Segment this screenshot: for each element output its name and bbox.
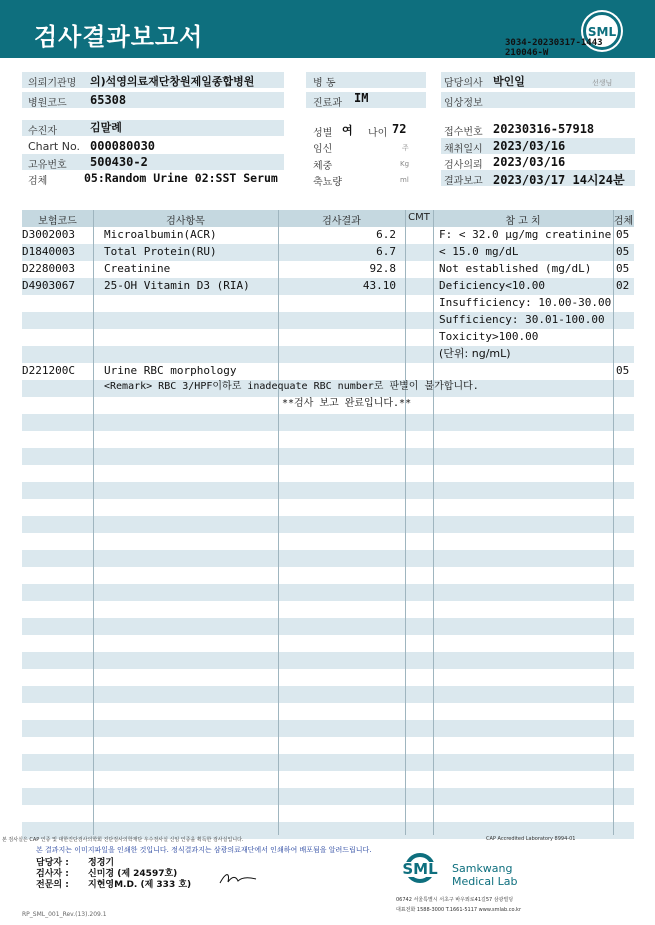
print-notice: 본 결과지는 이미지파일을 인쇄한 것입니다. 정식결과지는 삼광의료재단에서 인쇄하여 배포됨을 알려드립니다. (36, 846, 372, 854)
row-reference: Not established (mg/dL) (439, 262, 592, 275)
reference-extra: (단위: ng/mL) (439, 347, 511, 360)
column-divider (278, 210, 279, 835)
cap-text: CAP Accredited Laboratory 8994-01 (486, 836, 576, 842)
reference-extra: Sufficiency: 30.01-100.00 (439, 313, 605, 326)
unique-value: 500430-2 (90, 155, 148, 169)
tech-name: 정경기 (88, 858, 115, 868)
column-divider (93, 210, 94, 835)
sex-value: 여 (342, 124, 353, 137)
chart-value: 000080030 (90, 139, 156, 153)
header-cmt: CMT (408, 212, 430, 223)
row-specimen: 05 (616, 364, 630, 377)
header-item: 검사항목 (166, 216, 205, 227)
lab-address: 06742 서울특별시 서초구 바우뫼로41길57 삼광빌딩 (396, 897, 514, 903)
row-item: Creatinine (104, 262, 171, 275)
table-stripe (22, 414, 634, 431)
row-reference: F: < 32.0 μg/mg creatinine (439, 228, 612, 241)
row-result: 92.8 (369, 262, 396, 275)
report-value: 2023/03/17 14시24분 (493, 173, 625, 187)
table-stripe (22, 584, 634, 601)
request-label: 검사의뢰 (444, 160, 483, 171)
reference-extra: Toxicity>100.00 (439, 330, 539, 343)
table-stripe (22, 618, 634, 635)
row-specimen: 05 (616, 245, 630, 258)
collect-value: 2023/03/16 (493, 139, 566, 153)
doctor-value: 박인일 (493, 75, 525, 88)
report-label: 결과보고 (444, 176, 483, 187)
row-item: 25-OH Vitamin D3 (RIA) (104, 279, 250, 292)
row-result: 6.7 (376, 245, 396, 258)
info-band (22, 120, 284, 136)
collect-label: 채취일시 (444, 144, 483, 155)
age-value: 72 (392, 122, 407, 136)
reference-extra: Insufficiency: 10.00-30.00 (439, 296, 612, 309)
row-result: 6.2 (376, 228, 396, 241)
header-code: 보험코드 (38, 216, 77, 227)
barcode-number (505, 38, 603, 58)
header-specimen: 검체 (613, 216, 634, 227)
row-code: D3002003 (22, 228, 75, 241)
column-divider (613, 210, 614, 835)
chart-label: Chart No. (28, 140, 80, 153)
receipt-value: 20230316-57918 (493, 122, 595, 136)
unique-label: 고유번호 (28, 160, 67, 171)
remark-text: <Remark> RBC 3/HPF이하로 inadequate RBC number로 판별이 불가합니다. (104, 381, 479, 392)
sml-logo-text: SML (587, 25, 617, 39)
sex-label: 성별 (313, 128, 333, 139)
hospital-code-value: 65308 (90, 93, 127, 107)
header-reference: 참 고 치 (505, 216, 541, 227)
row-code: D2280003 (22, 262, 75, 275)
lab-contact: 대표전화 1588-3000 T.1661-5117 www.smlab.co.kr (396, 907, 521, 913)
row-item: Total Protein(RU) (104, 245, 217, 258)
doctor-suffix: 선생님 (592, 79, 613, 87)
patient-label: 수진자 (28, 126, 57, 137)
examiner-label: 검사자 : (36, 869, 69, 879)
hospital-code-label: 병원코드 (28, 98, 67, 109)
table-stripe (22, 482, 634, 499)
doctor-label: 담당의사 (444, 78, 483, 89)
column-divider (405, 210, 406, 835)
table-stripe (22, 448, 634, 465)
row-specimen: 05 (616, 262, 630, 275)
urine-label: 축뇨량 (313, 177, 342, 188)
row-item: Urine RBC morphology (104, 364, 237, 377)
lab-name-line-1: Samkwang (452, 862, 513, 875)
examiner-name: 신미경 (제 24597호) (88, 869, 178, 879)
pregnancy-label: 임신 (313, 144, 333, 155)
patient-value: 김말례 (90, 121, 122, 134)
specialist-name: 지현영M.D. (제 333 호) (88, 880, 192, 890)
ward-label: 병 동 (313, 78, 336, 89)
row-result: 43.10 (362, 279, 396, 292)
table-stripe (22, 516, 634, 533)
row-code: D221200C (22, 364, 75, 377)
table-stripe (22, 686, 634, 703)
table-stripe (22, 720, 634, 737)
specialist-label: 전문의 : (36, 880, 69, 890)
pregnancy-unit: 주 (402, 144, 409, 152)
row-code: D4903067 (22, 279, 75, 292)
sml-bottom-logo-icon (395, 853, 445, 893)
table-stripe (22, 652, 634, 669)
table-stripe (22, 788, 634, 805)
urine-unit: ml (400, 176, 409, 184)
dept-value: IM (354, 91, 369, 105)
clinical-info-label: 임상정보 (444, 98, 483, 109)
dept-label: 진료과 (313, 98, 342, 109)
age-label: 나이 (368, 128, 388, 139)
row-specimen: 02 (616, 279, 630, 292)
lab-name (452, 862, 518, 888)
lab-name-line-2: Medical Lab (452, 875, 518, 888)
request-value: 2023/03/16 (493, 155, 566, 169)
row-code: D1840003 (22, 245, 75, 258)
completion-text: **검사 보고 완료입니다.** (282, 398, 412, 409)
specimen-value: 05:Random Urine 02:SST Serum (84, 171, 278, 185)
table-stripe (22, 550, 634, 567)
column-divider (433, 210, 434, 835)
logo-text: SML (395, 862, 445, 877)
institution-value: 의)석영의료재단창원제일종합병원 (90, 75, 255, 88)
row-specimen: 05 (616, 228, 630, 241)
report-title: 검사결과보고서 (34, 23, 204, 51)
weight-unit: Kg (400, 160, 410, 168)
specimen-label: 검체 (28, 176, 48, 187)
barcode-line-2: 210046-W (505, 48, 549, 58)
institution-label: 의뢰기관명 (28, 78, 77, 89)
barcode-line-1: 3034-20230317-1443 (505, 38, 603, 48)
signature-icon (218, 870, 258, 886)
header-result: 검사결과 (322, 216, 361, 227)
form-code: RP_SML_001_Rev.(13).209.1 (22, 911, 107, 918)
row-reference: Deficiency<10.00 (439, 279, 545, 292)
row-reference: < 15.0 mg/dL (439, 245, 519, 258)
table-stripe (22, 754, 634, 771)
certification-text: 본 검사실은 CAP 인증 및 대한진단검사의학회 진단검사의학재단 우수검사실 신임 인증을 획득한 검사실입니다. (2, 837, 244, 843)
receipt-label: 접수번호 (444, 127, 483, 138)
tech-label: 담당자 : (36, 858, 69, 868)
row-item: Microalbumin(ACR) (104, 228, 217, 241)
table-stripe (22, 346, 634, 363)
weight-label: 체중 (313, 161, 333, 172)
